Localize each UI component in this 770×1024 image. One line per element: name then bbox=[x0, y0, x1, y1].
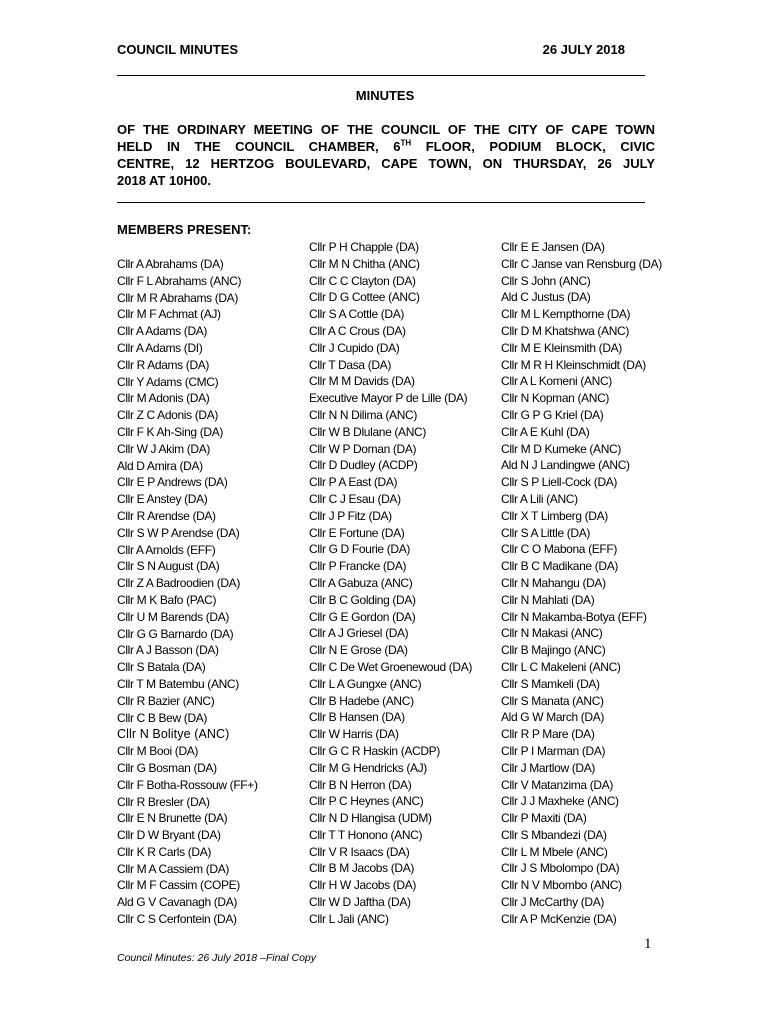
lead-line-3: CENTRE, 12 HERTZOG BOULEVARD, CAPE TOWN, ON THURSDAY, 26 JULY bbox=[117, 156, 655, 171]
member-entry: Cllr A Gabuza (ANC) bbox=[309, 575, 413, 590]
member-entry: Cllr M Adonis (DA) bbox=[117, 391, 210, 406]
member-entry: Cllr M M Davids (DA) bbox=[309, 374, 415, 389]
member-entry: Cllr D Dudley (ACDP) bbox=[309, 458, 418, 473]
member-entry: Cllr N Makamba-Botya (EFF) bbox=[501, 609, 647, 624]
member-entry: Cllr L C Makeleni (ANC) bbox=[501, 659, 621, 674]
member-entry: Cllr Z C Adonis (DA) bbox=[117, 408, 219, 423]
member-entry: Cllr B Majingo (ANC) bbox=[501, 643, 606, 658]
member-entry: Cllr M F Achmat (AJ) bbox=[117, 307, 221, 322]
member-entry: Cllr E Fortune (DA) bbox=[309, 525, 405, 540]
lead-line-4: 2018 AT 10H00. bbox=[117, 173, 211, 188]
member-entry: Cllr M N Chitha (ANC) bbox=[309, 256, 420, 271]
lead-line-2-end: FLOOR, PODIUM BLOCK, CIVIC bbox=[411, 139, 655, 154]
member-entry: Cllr M D Kumeke (ANC) bbox=[501, 441, 621, 456]
member-entry: Cllr A J Basson (DA) bbox=[117, 643, 219, 658]
member-entry: Cllr D G Cottee (ANC) bbox=[309, 290, 420, 305]
member-entry: Cllr M R H Kleinschmidt (DA) bbox=[501, 357, 646, 372]
member-entry: Cllr C J Esau (DA) bbox=[309, 491, 401, 506]
member-entry: Cllr D W Bryant (DA) bbox=[117, 828, 221, 843]
member-entry: Cllr A P McKenzie (DA) bbox=[501, 911, 617, 926]
member-entry: Cllr N Makasi (ANC) bbox=[501, 626, 603, 641]
member-entry: Cllr T T Honono (ANC) bbox=[309, 827, 423, 842]
page-footer: Council Minutes: 26 July 2018 –Final Copy bbox=[117, 952, 317, 964]
page-number: 1 bbox=[644, 936, 652, 952]
member-entry: Cllr S A Little (DA) bbox=[501, 525, 591, 540]
member-entry: Cllr A E Kuhl (DA) bbox=[501, 424, 590, 439]
member-entry: Cllr W B Dlulane (ANC) bbox=[309, 424, 426, 439]
member-entry: Cllr R Adams (DA) bbox=[117, 357, 210, 372]
member-entry: Cllr M E Kleinsmith (DA) bbox=[501, 340, 622, 355]
member-entry: Cllr G E Gordon (DA) bbox=[309, 609, 416, 624]
member-entry: Ald D Amira (DA) bbox=[117, 458, 203, 473]
member-entry: Cllr F Botha-Rossouw (FF+) bbox=[117, 777, 258, 792]
member-entry: Cllr N Mahangu (DA) bbox=[501, 575, 606, 590]
lead-line-2 bbox=[117, 138, 655, 155]
member-entry: Cllr N E Grose (DA) bbox=[309, 643, 408, 658]
header-date: 26 JULY 2018 bbox=[542, 42, 625, 57]
member-entry: Cllr G P G Kriel (DA) bbox=[501, 407, 604, 422]
lead-rule bbox=[117, 202, 645, 203]
member-entry: Cllr S A Cottle (DA) bbox=[309, 307, 405, 322]
member-entry: Cllr N N Dilima (ANC) bbox=[309, 407, 417, 422]
member-entry: Cllr R Arendse (DA) bbox=[117, 508, 216, 523]
member-entry: Cllr W P Doman (DA) bbox=[309, 441, 417, 456]
member-entry: Cllr E P Andrews (DA) bbox=[117, 475, 228, 490]
member-entry: Cllr C S Cerfontein (DA) bbox=[117, 912, 237, 927]
member-entry: Cllr B Hansen (DA) bbox=[309, 710, 405, 725]
member-entry: Cllr W Harris (DA) bbox=[309, 727, 399, 742]
member-entry: Cllr A J Griesel (DA) bbox=[309, 626, 409, 641]
member-entry: Cllr E Anstey (DA) bbox=[117, 492, 208, 507]
member-entry: Cllr B M Jacobs (DA) bbox=[309, 861, 415, 876]
member-entry: Cllr D M Khatshwa (ANC) bbox=[501, 323, 629, 338]
lead-line-2-superscript: TH bbox=[400, 138, 412, 148]
member-entry: Ald G W March (DA) bbox=[501, 710, 605, 725]
member-entry: Cllr C B Bew (DA) bbox=[117, 710, 208, 725]
member-entry: Cllr T M Batembu (ANC) bbox=[117, 676, 239, 691]
member-entry: Cllr B N Herron (DA) bbox=[309, 777, 412, 792]
member-entry: Ald C Justus (DA) bbox=[501, 290, 591, 305]
lead-line-2-start: HELD IN THE COUNCIL CHAMBER, 6 bbox=[117, 139, 401, 154]
member-entry: Cllr S Manata (ANC) bbox=[501, 693, 604, 708]
member-entry: Cllr M A Cassiem (DA) bbox=[117, 861, 229, 876]
member-entry: Cllr E N Brunette (DA) bbox=[117, 811, 228, 826]
member-entry: Cllr P Francke (DA) bbox=[309, 559, 407, 574]
member-entry: Cllr M R Abrahams (DA) bbox=[117, 290, 238, 305]
member-entry: Cllr G G Barnardo (DA) bbox=[117, 626, 234, 641]
member-entry: Cllr J Cupido (DA) bbox=[309, 340, 400, 355]
member-entry: Cllr A Lili (ANC) bbox=[501, 491, 578, 506]
member-entry: Cllr S Batala (DA) bbox=[117, 660, 206, 675]
member-entry: Cllr A L Komeni (ANC) bbox=[501, 374, 612, 389]
member-entry: Cllr Z A Badroodien (DA) bbox=[117, 576, 240, 591]
member-entry: Cllr M L Kempthorne (DA) bbox=[501, 307, 631, 322]
meeting-description bbox=[117, 121, 655, 189]
member-entry: Cllr U M Barends (DA) bbox=[117, 609, 229, 624]
member-entry: Cllr C Janse van Rensburg (DA) bbox=[501, 256, 662, 271]
member-entry: Cllr Y Adams (CMC) bbox=[117, 374, 219, 389]
member-entry: Cllr S John (ANC) bbox=[501, 273, 591, 288]
member-entry: Cllr N Bolitye (ANC) bbox=[117, 727, 230, 742]
member-entry: Cllr C C Clayton (DA) bbox=[309, 273, 416, 288]
member-entry: Cllr W J Akim (DA) bbox=[117, 441, 211, 456]
minutes-title: MINUTES bbox=[355, 88, 415, 103]
member-entry: Cllr G D Fourie (DA) bbox=[309, 542, 411, 557]
member-entry: Cllr N Kopman (ANC) bbox=[501, 391, 610, 406]
members-column-3 bbox=[501, 239, 662, 928]
members-column-2 bbox=[309, 239, 472, 928]
member-entry: Cllr M Booi (DA) bbox=[117, 744, 199, 759]
member-entry: Cllr R Bazier (ANC) bbox=[117, 693, 215, 708]
member-entry: Cllr L Jali (ANC) bbox=[309, 911, 389, 926]
member-entry: Cllr F K Ah-Sing (DA) bbox=[117, 424, 224, 439]
member-entry: Cllr A Abrahams (DA) bbox=[117, 257, 224, 271]
member-entry: Cllr S P Liell-Cock (DA) bbox=[501, 475, 618, 490]
member-entry: Cllr V Matanzima (DA) bbox=[501, 777, 613, 792]
member-entry: Cllr V R Isaacs (DA) bbox=[309, 844, 410, 859]
member-entry: Cllr J J Maxheke (ANC) bbox=[501, 794, 619, 809]
lead-line-1: OF THE ORDINARY MEETING OF THE COUNCIL OF THE CITY OF CAPE TOWN bbox=[117, 122, 655, 137]
member-entry: Cllr N D Hlangisa (UDM) bbox=[309, 811, 432, 826]
member-entry: Cllr S Mbandezi (DA) bbox=[501, 827, 607, 842]
member-entry: Cllr M G Hendricks (AJ) bbox=[309, 760, 427, 775]
member-entry: Cllr G C R Haskin (ACDP) bbox=[309, 743, 440, 758]
member-entry: Cllr J McCarthy (DA) bbox=[501, 895, 604, 910]
member-entry: Cllr C O Mabona (EFF) bbox=[501, 542, 618, 557]
member-entry: Cllr N V Mbombo (ANC) bbox=[501, 878, 622, 893]
members-present-heading: MEMBERS PRESENT: bbox=[117, 222, 252, 237]
member-entry: Cllr B C Golding (DA) bbox=[309, 592, 416, 607]
member-entry: Cllr E E Jansen (DA) bbox=[501, 240, 605, 254]
member-entry: Ald G V Cavanagh (DA) bbox=[117, 895, 238, 910]
member-entry: Cllr S Mamkeli (DA) bbox=[501, 676, 600, 691]
header-title: COUNCIL MINUTES bbox=[117, 42, 239, 57]
member-entry: Cllr R Bresler (DA) bbox=[117, 794, 210, 809]
member-entry: Cllr K R Carls (DA) bbox=[117, 844, 212, 859]
member-entry: Executive Mayor P de Lille (DA) bbox=[309, 391, 468, 406]
member-entry: Cllr F L Abrahams (ANC) bbox=[117, 273, 242, 288]
member-entry: Cllr G Bosman (DA) bbox=[117, 760, 217, 775]
member-entry: Cllr H W Jacobs (DA) bbox=[309, 878, 417, 893]
member-entry: Cllr P H Chapple (DA) bbox=[309, 240, 419, 254]
member-entry: Cllr A C Crous (DA) bbox=[309, 323, 406, 338]
member-entry: Cllr A Arnolds (EFF) bbox=[117, 542, 216, 557]
member-entry: Cllr T Dasa (DA) bbox=[309, 357, 391, 372]
member-entry: Cllr P Maxiti (DA) bbox=[501, 811, 587, 826]
member-entry: Cllr C De Wet Groenewoud (DA) bbox=[309, 659, 473, 674]
members-column-1 bbox=[117, 256, 258, 928]
member-entry: Cllr A Adams (DA) bbox=[117, 324, 208, 339]
member-entry: Cllr J Martlow (DA) bbox=[501, 760, 596, 775]
member-entry: Cllr N Mahlati (DA) bbox=[501, 592, 595, 607]
member-entry: Cllr S W P Arendse (DA) bbox=[117, 525, 240, 540]
member-entry: Cllr B Hadebe (ANC) bbox=[309, 693, 414, 708]
member-entry: Cllr B C Madikane (DA) bbox=[501, 559, 618, 574]
member-entry: Cllr W D Jaftha (DA) bbox=[309, 895, 411, 910]
member-entry: Cllr P C Heynes (ANC) bbox=[309, 794, 424, 809]
member-entry: Cllr P A East (DA) bbox=[309, 475, 398, 490]
header-rule bbox=[117, 75, 645, 76]
member-entry: Cllr M F Cassim (COPE) bbox=[117, 878, 240, 893]
member-entry: Ald N J Landingwe (ANC) bbox=[501, 458, 630, 473]
member-entry: Cllr X T Limberg (DA) bbox=[501, 508, 608, 523]
member-entry: Cllr L M Mbele (ANC) bbox=[501, 844, 608, 859]
member-entry: Cllr M K Bafo (PAC) bbox=[117, 592, 217, 607]
member-entry: Cllr S N August (DA) bbox=[117, 559, 220, 574]
member-entry: Cllr J S Mbolompo (DA) bbox=[501, 861, 620, 876]
member-entry: Cllr P I Marman (DA) bbox=[501, 743, 606, 758]
member-entry: Cllr J P Fitz (DA) bbox=[309, 508, 392, 523]
member-entry: Cllr L A Gungxe (ANC) bbox=[309, 676, 422, 691]
member-entry: Cllr R P Mare (DA) bbox=[501, 727, 595, 742]
member-entry: Cllr A Adams (DI) bbox=[117, 340, 203, 355]
